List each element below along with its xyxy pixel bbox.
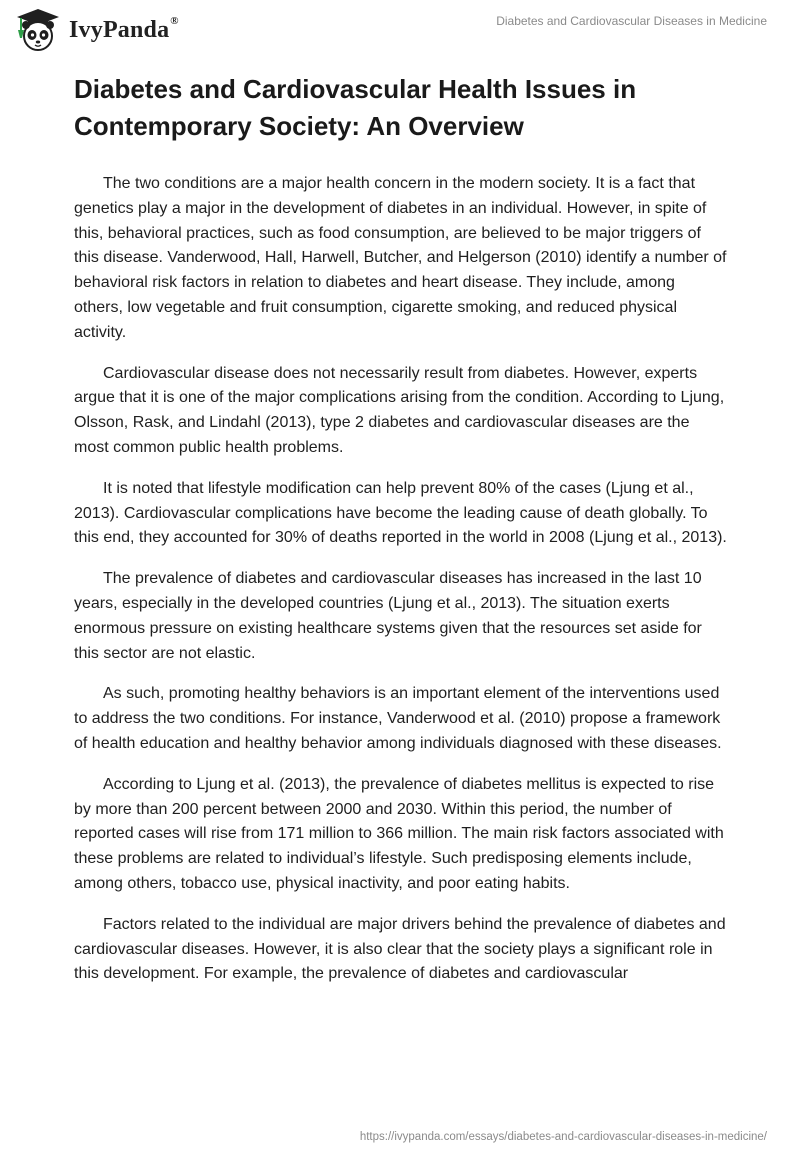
logo-text: IvyPanda® (69, 14, 179, 43)
paragraph: According to Ljung et al. (2013), the prevalence of diabetes mellitus is expected to rise by more than 200 percent between 2000 and 2030. Within this period, the number of reported cases will rise from 171 million to 366 million. The main risk factors associated with these problems are related to individual’s lifestyle. Such predisposing elements include, among others, tobacco use, physical inactivity, and poor eating habits. (74, 775, 724, 892)
paragraph: Factors related to the individual are major drivers behind the prevalence of diabetes and cardiovascular diseases. However, it is also clear that the society plays a significant role in this development. For example, the prevalence of diabetes and cardiovascular (74, 915, 726, 983)
page-header (0, 0, 800, 60)
footer-url[interactable]: https://ivypanda.com/essays/diabetes-and-cardiovascular-diseases-in-medicine/ (359, 1131, 767, 1143)
paragraph: The prevalence of diabetes and cardiovascular diseases has increased in the last 10 years, especially in the developed countries (Ljung et al., 2013). The situation exerts enormous pressure on existing healthcare systems given that the resources set aside for this sector are not elastic. (74, 570, 702, 662)
ivypanda-logo[interactable] (13, 8, 179, 52)
paragraph: The two conditions are a major health concern in the modern society. It is a fact that genetics play a major in the development of diabetes in an individual. However, in spite of this, behavioral practices, such as food consumption, are believed to be major triggers of this disease. Vanderwood, Hall, Harwell, Butcher, and Helgerson (2010) identify a number of behavioral risk factors in relation to diabetes and heart disease. They include, among others, low vegetable and fruit consumption, cigarette smoking, and reduced physical activity. (74, 175, 727, 341)
article-title: Diabetes and Cardiovascular Health Issues in Contemporary Society: An Overview (74, 74, 637, 141)
panda-graduate-icon (13, 8, 63, 52)
paragraph: It is noted that lifestyle modification can help prevent 80% of the cases (Ljung et al., 2013). Cardiovascular complications have become the leading cause of death globally. To this end, they accounted for 30% of deaths reported in the world in 2008 (Ljung et al., 2013). (74, 479, 727, 547)
article-body (74, 172, 728, 1003)
paragraph: As such, promoting healthy behaviors is an important element of the interventions used to address the two conditions. For instance, Vanderwood et al. (2010) propose a framework of health education and healthy behavior among individuals diagnosed with these diseases. (74, 685, 722, 752)
paragraph: Cardiovascular disease does not necessarily result from diabetes. However, experts argue that it is one of the major complications arising from the condition. According to Ljung, Olsson, Rask, and Lindahl (2013), type 2 diabetes and cardiovascular diseases are the most common public health problems. (74, 364, 725, 456)
header-document-title: Diabetes and Cardiovascular Diseases in Medicine (496, 14, 767, 28)
